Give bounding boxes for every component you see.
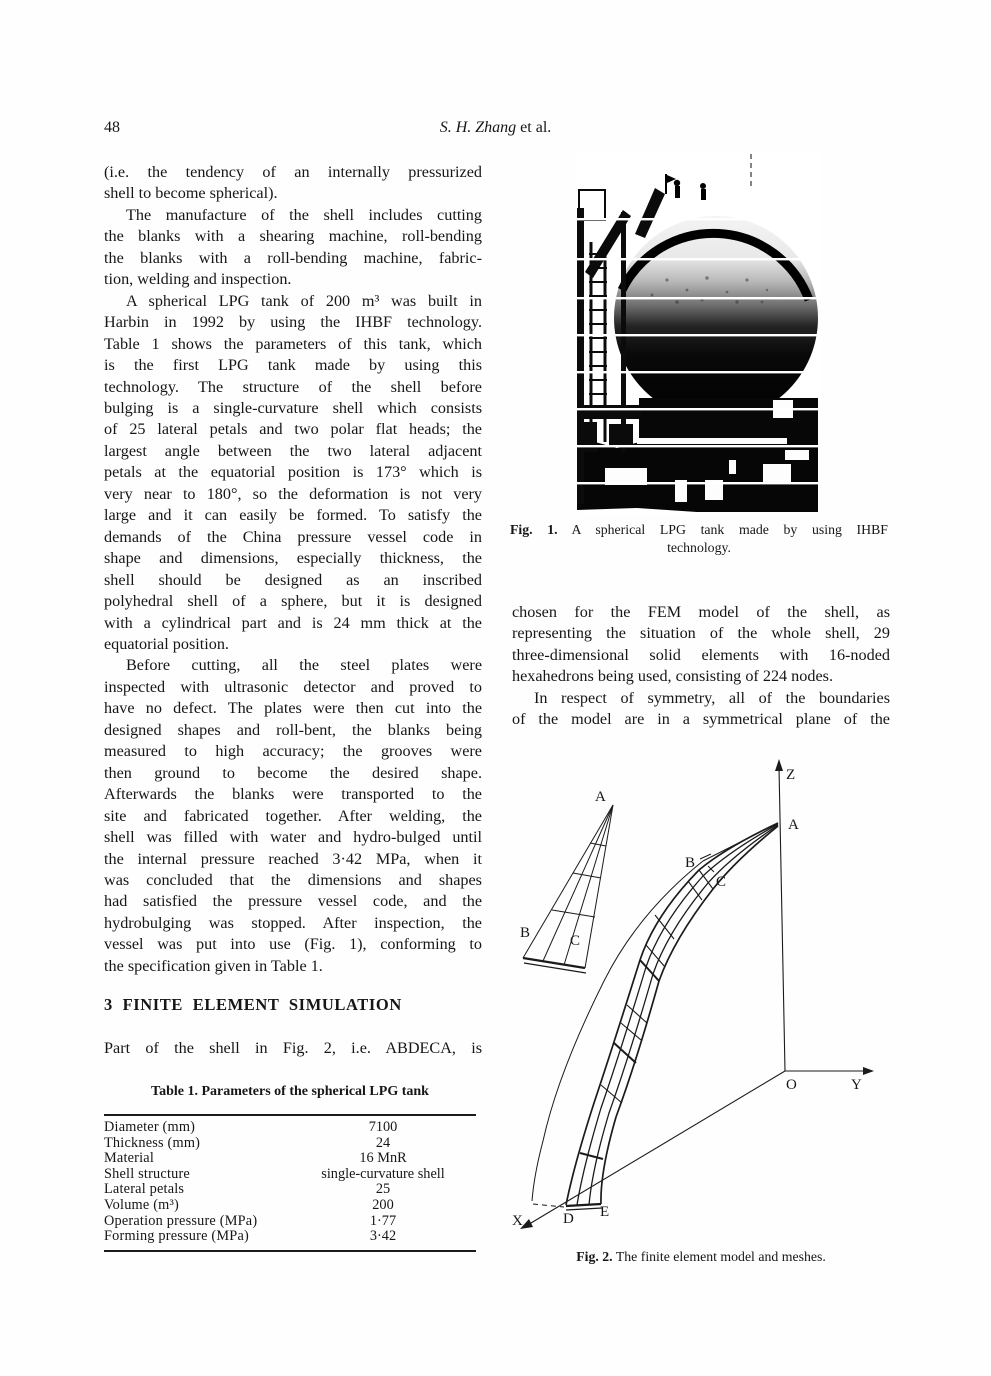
text-line: representing the situation of the whole shell, 29 [512,624,890,643]
table-row [104,1167,476,1183]
node-d-label: D [563,1211,574,1227]
running-head-etal: et al. [516,119,552,136]
text-line: technology. The structure of the shell before [104,377,482,396]
text-line: measured to high accuracy; the grooves were [104,742,482,761]
node-a-band-label: A [788,817,799,833]
paragraph [512,602,890,688]
y-axis-arrow [863,1067,874,1075]
figure1-label: Fig. 1. [510,522,558,537]
text-line: with a cylindrical part and is 24 mm thick at the [104,613,482,632]
figure1-caption-line1 [510,521,888,539]
text-line: large and it can easily be formed. To satisfy the [104,506,482,525]
text-line: Table 1 shows the parameters of this tank, which [104,334,482,353]
text-line: the blanks with a roll-bending machine, fabric- [104,248,482,267]
text-line: of 25 lateral petals and two polar flat heads; the [104,420,482,439]
page-number: 48 [104,119,120,136]
text-line: vessel was put into use (Fig. 1), conforming to [104,935,482,954]
running-head [0,119,991,137]
band-bottom-edge2 [566,1208,602,1210]
paragraph [104,162,482,205]
text-line: inspected with ultrasonic detector and proved to [104,677,482,696]
text-line: (i.e. the tendency of an internally pressurized [104,163,482,181]
text-line: shell should be designed as an inscribed [104,570,482,589]
table-row-label: Volume (m³) [104,1196,179,1213]
table-row-value: 16 MnR [359,1150,407,1167]
figure2-diagram [500,755,980,1240]
table-row-value: 3·42 [369,1228,397,1245]
table-row-value: 1·77 [369,1212,397,1229]
text-line: equatorial position. [104,634,229,653]
text-line: chosen for the FEM model of the shell, as [512,603,890,621]
text-line: largest angle between the two lateral adjacent [104,441,482,460]
text-line: is the first LPG tank made by using this [104,356,482,375]
figure2-caption-text: The finite element model and meshes. [615,1249,826,1264]
text-line: The manufacture of the shell includes cutting [126,205,482,224]
table-row [104,1182,476,1198]
band-curve-1 [566,823,778,1205]
band-bottom-edge [566,1204,601,1206]
text-line: shell to become spherical). [104,184,278,203]
text-line: A spherical LPG tank of 200 m³ was built in [126,291,482,310]
figure1-photo [577,150,820,515]
text-line: then ground to become the desired shape. [104,763,482,782]
text-line: had satisfied the pressure vessel code, and the [104,892,482,911]
paragraph [512,688,890,731]
x-axis-label: X [512,1213,523,1229]
text-line: the internal pressure reached 3·42 MPa, when it [104,849,482,868]
table-row-value: 7100 [368,1119,398,1135]
text-line: bulging is a single-curvature shell which consists [104,398,482,417]
text-line: site and fabricated together. After welding, the [104,806,482,825]
text-line: polyhedral shell of a sphere, but it is designed [104,592,482,611]
table1 [104,1114,476,1252]
text-line: the blanks with a shearing machine, roll-bending [104,227,482,246]
z-axis-arrow [775,759,783,771]
paragraph [104,205,482,291]
node-c-wedge-label: C [570,933,581,949]
table-row-label: Operation pressure (MPa) [104,1212,258,1229]
table-row-label: Thickness (mm) [104,1134,201,1151]
text-line: Afterwards the blanks were transported to the [104,785,482,804]
text-line: Harbin in 1992 by using the IHBF technology. [104,313,482,332]
text-line: have no defect. The plates were then cut into the [104,699,482,718]
figure1-caption-text: A spherical LPG tank made by using IHBF [571,522,888,537]
text-line: the specification given in Table 1. [104,956,323,975]
wedge-mesh [523,805,613,968]
table1-caption: Table 1. Parameters of the spherical LPG tank [151,1084,429,1099]
text-line: designed shapes and roll-bent, the blanks being [104,720,482,739]
origin-label: O [786,1077,797,1093]
text-line: demands of the China pressure vessel code in [104,527,482,546]
table-row [104,1198,476,1214]
wedge-base [523,958,585,968]
band-curve-3 [589,825,778,1205]
node-a-wedge-label: A [595,789,606,805]
text-line: In respect of symmetry, all of the boundaries [534,688,890,707]
wedge-base2 [524,963,586,973]
running-head-authors: S. H. Zhang [439,119,517,136]
table-row-value: 25 [375,1181,391,1198]
text-line: Part of the shell in Fig. 2, i.e. ABDECA, is [104,1039,482,1057]
table-row [104,1229,476,1245]
figure1-caption-line2: technology. [667,539,731,555]
text-line: petals at the equatorial position is 173° which is [104,463,482,482]
text-line: hexahedrons being used, consisting of 224 nodes. [512,667,833,686]
text-line: of the model are in a symmetrical plane of the [512,710,890,729]
z-axis-label: Z [786,767,796,783]
table-row [104,1120,476,1136]
node-b-band-label: B [685,855,696,871]
z-axis [779,767,785,1071]
text-line: very near to 180°, so the deformation is not very [104,484,482,503]
text-line: was concluded that the dimensions and shapes [104,870,482,889]
text-line: hydrobulging was stopped. After inspection, the [104,913,482,932]
text-line: Before cutting, all the steel plates were [126,656,482,675]
tank-sphere [614,216,818,420]
text-line: shell was filled with water and hydro-bulged until [104,828,482,847]
text-line: shape and dimensions, especially thickness, the [104,549,482,568]
table-row-label: Shell structure [104,1165,190,1182]
table-row-label: Material [104,1150,155,1167]
x-axis [526,1071,785,1226]
node-b-wedge-label: B [520,925,531,941]
node-c-band-label: C [716,874,727,890]
table-row-label: Lateral petals [104,1181,185,1198]
table-row-value: 24 [375,1134,391,1151]
paragraph [104,1038,482,1059]
table-row-value: 200 [372,1196,394,1213]
paragraph [104,291,482,656]
text-line: three-dimensional solid elements with 16-noded [512,645,890,664]
right-column-text [512,602,890,731]
table-row-label: Forming pressure (MPa) [104,1228,249,1245]
left-column-text [104,162,482,977]
table-row [104,1214,476,1230]
band-rungs-bold [580,960,659,1159]
table-row-value: single-curvature shell [321,1165,445,1182]
text-line: tion, welding and inspection. [104,270,292,289]
paragraph [104,655,482,977]
figure2-caption [512,1249,890,1265]
figure1-caption [510,521,888,556]
table-row [104,1136,476,1152]
node-e-label: E [600,1204,610,1220]
table-row-label: Diameter (mm) [104,1119,196,1135]
figure2-label: Fig. 2. [576,1249,613,1264]
y-axis-label: Y [851,1077,862,1093]
section-heading: 3 FINITE ELEMENT SIMULATION [104,995,402,1014]
section-paragraph [104,1038,482,1059]
table-row [104,1151,476,1167]
